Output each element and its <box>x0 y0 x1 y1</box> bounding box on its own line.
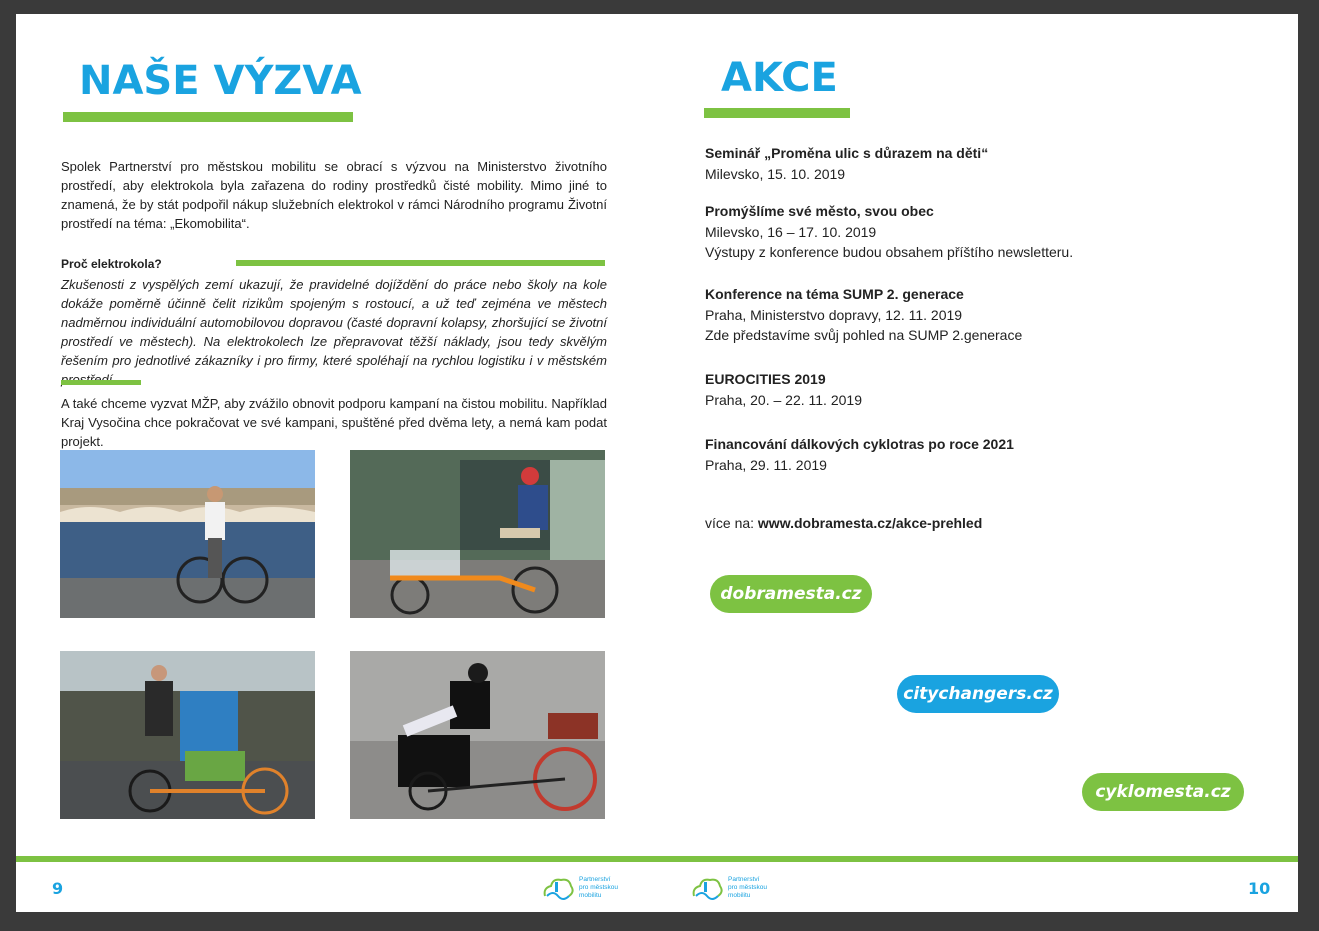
left-heading: NAŠE VÝZVA <box>79 58 362 104</box>
event-line: Výstupy z konference budou obsahem příštího newsletteru. <box>705 244 1074 260</box>
page-number-left: 9 <box>52 879 64 898</box>
footer-rule <box>16 856 1298 862</box>
closing-paragraph: A také chceme vyzvat MŽP, aby zvážilo obnovit podporu kampaní na čistou mobilitu. Například Kraj Vysočina chce pokračovat ve své kampani, spuštěné před dvěma lety, a nemá kam podat projekt. <box>61 396 607 449</box>
event-3 <box>705 284 1022 346</box>
more-prefix: více na: <box>705 515 758 531</box>
more-info <box>705 513 982 534</box>
logo-text <box>728 876 786 900</box>
event-title: Promýšlíme své město, svou obec <box>705 203 934 219</box>
short-divider <box>61 380 141 385</box>
event-line: Praha, 29. 11. 2019 <box>705 456 827 473</box>
logo-text-line: mobilitu <box>579 892 602 899</box>
more-link[interactable]: www.dobramesta.cz/akce-prehled <box>757 515 983 531</box>
brochure-spread <box>16 14 1298 912</box>
event-title: Seminář „Proměna ulic s důrazem na děti“ <box>705 145 989 161</box>
dobramesta-pill[interactable]: dobramesta.cz <box>710 575 872 613</box>
page-number-right: 10 <box>1248 879 1271 898</box>
partnership-logo-icon <box>690 874 724 902</box>
partnership-logo-icon <box>541 874 575 902</box>
photo-woman-on-cargo-bike <box>350 651 605 819</box>
footer-logo-right <box>690 874 786 902</box>
photo-cargo-bike-shop <box>350 450 605 618</box>
cyklomesta-pill[interactable]: cyklomesta.cz <box>1082 773 1244 811</box>
logo-text-line: pro městskou <box>579 884 619 891</box>
logo-text-line: pro městskou <box>728 884 768 891</box>
subheading-why: Proč elektrokola? <box>61 257 162 271</box>
right-heading-underline <box>704 108 850 118</box>
footer-logo-left <box>541 874 637 902</box>
event-2 <box>705 201 1073 263</box>
logo-text-line: Partnerství <box>728 876 760 883</box>
subheading-rule <box>236 260 605 266</box>
logo-text <box>579 876 637 900</box>
event-title: Konference na téma SUMP 2. generace <box>705 286 964 302</box>
why-paragraph: Zkušenosti z vyspělých zemí ukazují, že pravidelné dojíždění do práce nebo školy na kole dokáže poměrně účinně čelit rizikům spojeným s rostoucí, a už teď zejména ve městech nadměrnou individuální automobilovou dopravou (časté dopravní kolapsy, zhoršující se životní prostředí ve městech). Na elektrokolech lze přepravovat těžší náklady, jsou tedy skvělým řešením pro jednotlivé zákazníky i pro firmy, které spoléhají na rychlou logistiku i v městském <box>61 277 607 368</box>
event-title: EUROCITIES 2019 <box>705 371 826 387</box>
left-heading-underline <box>63 112 353 122</box>
event-4 <box>705 369 862 410</box>
logo-text-line: Partnerství <box>579 876 611 883</box>
photo-man-on-bike-river <box>60 450 315 618</box>
event-line: Praha, 20. – 22. 11. 2019 <box>705 391 862 408</box>
event-1 <box>705 143 988 184</box>
intro-paragraph: Spolek Partnerství pro městskou mobilitu se obrací s výzvou na Ministerstvo životního prostředí, aby elektrokola byla zařazena do rodiny prostředků čisté mobility. Mimo jiné to znamená, že by stát podpořil nákup služebních elektrokol v rámci Národního programu Životní prostředí na téma: „Ekomobilita“. <box>61 159 607 231</box>
event-title: Financování dálkových cyklotras po roce 2021 <box>705 436 1014 452</box>
citychangers-pill[interactable]: citychangers.cz <box>897 675 1059 713</box>
photo-cargo-bike-crates <box>60 651 315 819</box>
event-line: Milevsko, 16 – 17. 10. 2019 <box>705 223 877 240</box>
event-line: Zde představíme svůj pohled na SUMP 2.generace <box>705 327 1023 343</box>
event-5 <box>705 434 1014 475</box>
event-line: Milevsko, 15. 10. 2019 <box>705 165 846 182</box>
right-heading: AKCE <box>721 55 838 101</box>
event-line: Praha, Ministerstvo dopravy, 12. 11. 2019 <box>705 306 963 323</box>
logo-text-line: mobilitu <box>728 892 751 899</box>
